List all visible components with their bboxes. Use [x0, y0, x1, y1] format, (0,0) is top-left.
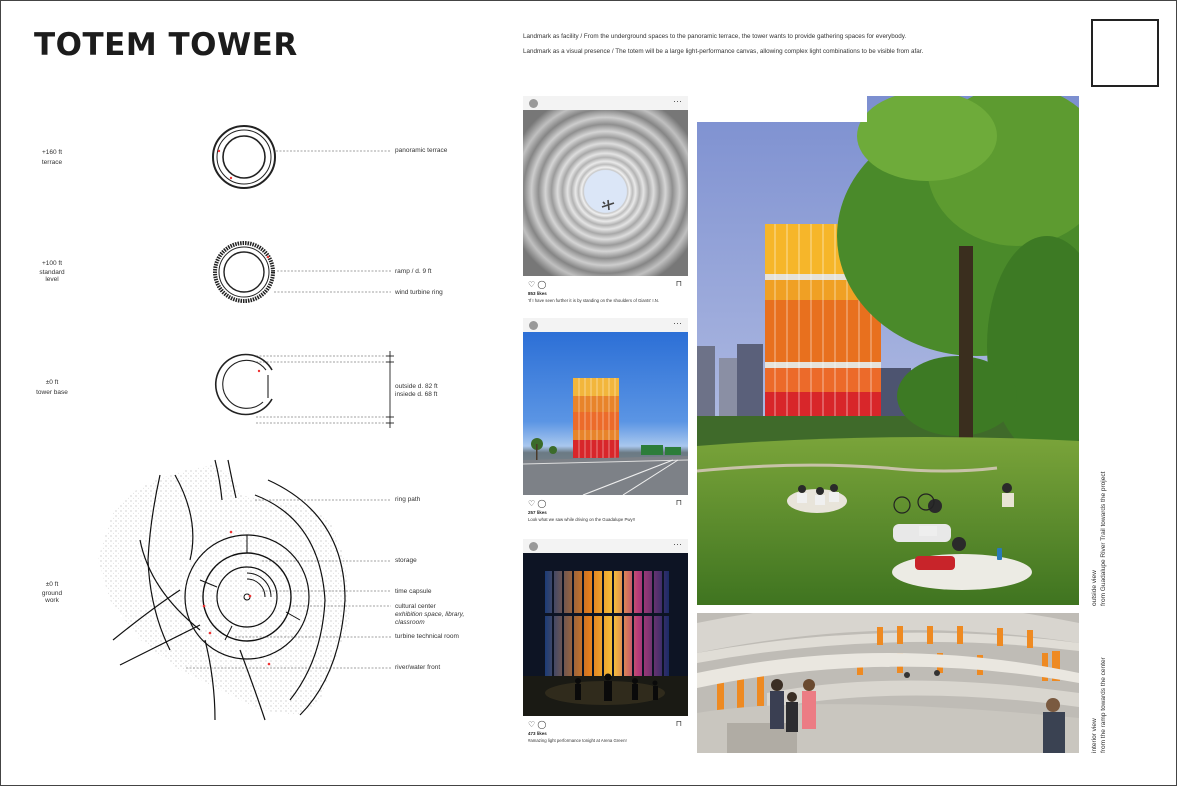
post-caption: Look what we saw while driving on the Guadalupe Pwy!! — [528, 517, 636, 522]
level-name: tower base — [36, 388, 68, 396]
level-height: +160 ft — [41, 149, 63, 156]
comment-icon[interactable]: ◯ — [537, 720, 547, 729]
bookmark-icon[interactable]: ⊓ — [675, 719, 682, 728]
page-title: TOTEM TOWER — [34, 27, 298, 63]
level-name: ground work — [41, 589, 63, 605]
bookmark-icon[interactable]: ⊓ — [675, 498, 682, 507]
ground-work-plan — [98, 460, 391, 720]
post-header — [523, 539, 688, 553]
level-height: +100 ft — [41, 260, 63, 267]
social-post-3 — [523, 539, 688, 751]
outside-view-subtitle: from Guadalupe River Trail towards the project — [1099, 471, 1107, 606]
more-options-icon[interactable]: ··· — [673, 96, 682, 106]
outside-view-render — [697, 96, 1079, 605]
description-visual-presence: Landmark as a visual presence / The totem will be a large light-performance canvas, allowing complex light combinations to be visible from afar. — [523, 48, 924, 55]
cultural-center-title: cultural center — [395, 603, 436, 610]
cultural-center-sub2 — [395, 619, 464, 627]
label-river-water-front: river/water front — [395, 664, 441, 671]
level-height: ±0 ft — [45, 581, 59, 588]
interior-view-title: interior view — [1091, 718, 1098, 753]
post-likes: 853 likes — [528, 291, 547, 296]
level-height: ±0 ft — [45, 379, 59, 386]
comment-icon[interactable]: ◯ — [537, 280, 547, 289]
outside-view-caption — [1091, 472, 1109, 606]
post-caption: #amazing light performance tonight at Arena Green! — [528, 738, 627, 743]
park-tower-illustration — [697, 96, 1079, 605]
label-time-capsule: time capsule — [395, 588, 432, 595]
post-photo-highway-view — [523, 332, 688, 495]
post-photo-night-light-show — [523, 553, 688, 716]
bookmark-icon[interactable]: ⊓ — [675, 279, 682, 288]
label-storage: storage — [395, 557, 417, 564]
cultural-center-sub-line1: exhibition space, library, — [395, 611, 465, 619]
tower-base-plan — [216, 351, 394, 428]
outside-view-title: outside view — [1091, 570, 1098, 606]
interior-view-subtitle: from the ramp towards the center — [1099, 657, 1107, 753]
avatar[interactable] — [529, 542, 538, 551]
airplane-icon — [523, 110, 688, 276]
avatar[interactable] — [529, 99, 538, 108]
logo-placeholder-box — [1091, 19, 1159, 87]
interior-view-caption — [1091, 657, 1109, 753]
post-header — [523, 96, 688, 110]
comment-icon[interactable]: ◯ — [537, 499, 547, 508]
post-likes: 473 likes — [528, 731, 547, 736]
floor-plans-drawing — [0, 0, 520, 786]
label-inside-diameter: insiede d. 68 ft — [395, 391, 438, 398]
ramp-interior-illustration — [697, 613, 1079, 753]
more-options-icon[interactable]: ··· — [673, 318, 682, 328]
label-ring-path: ring path — [395, 496, 421, 503]
terrace-plan — [213, 126, 391, 188]
like-heart-icon[interactable]: ♡ — [528, 280, 536, 289]
post-footer — [523, 716, 688, 751]
more-options-icon[interactable]: ··· — [673, 539, 682, 549]
interior-view-render — [697, 613, 1079, 753]
social-post-2 — [523, 318, 688, 530]
level-name: standard level — [39, 268, 65, 284]
label-ramp: ramp / d. 9 ft — [395, 268, 432, 275]
description-facility: Landmark as facility / From the underground spaces to the panoramic terrace, the tower wants to provide gathering spaces for everybody. — [523, 33, 907, 40]
post-footer — [523, 495, 688, 530]
post-photo-looking-up-tower — [523, 110, 688, 276]
label-turbine-technical-room: turbine technical room — [395, 633, 459, 640]
post-caption: 'If I have seen further it is by standing on the shoulders of Giants' I.N. — [528, 298, 660, 303]
cultural-center-sub-line2: classroom — [395, 619, 425, 627]
label-cultural-center — [395, 603, 464, 627]
post-footer — [523, 276, 688, 311]
cultural-center-sub — [395, 611, 464, 619]
avatar[interactable] — [529, 321, 538, 330]
night-tower-illustration — [523, 553, 688, 716]
label-outside-diameter: outside d. 82 ft — [395, 383, 438, 390]
post-header — [523, 318, 688, 332]
level-name: terrace — [41, 158, 63, 166]
standard-level-plan — [215, 243, 391, 301]
like-heart-icon[interactable]: ♡ — [528, 720, 536, 729]
label-wind-turbine-ring: wind turbine ring — [395, 289, 443, 296]
like-heart-icon[interactable]: ♡ — [528, 499, 536, 508]
label-panoramic-terrace: panoramic terrace — [395, 147, 448, 154]
tower-highway-illustration — [523, 332, 688, 495]
post-likes: 257 likes — [528, 510, 547, 515]
social-post-1 — [523, 96, 688, 311]
